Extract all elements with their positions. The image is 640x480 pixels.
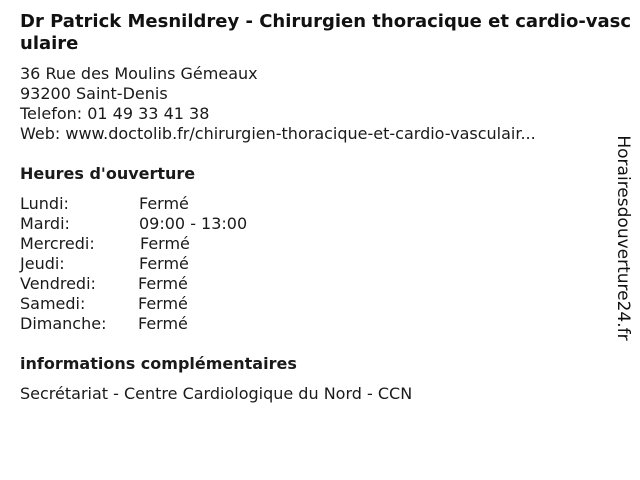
day-label: Samedi: — [20, 294, 86, 313]
day-hours: Fermé — [138, 294, 188, 313]
street-address: 36 Rue des Moulins Gémeaux — [20, 64, 258, 83]
day-hours: Fermé — [139, 254, 189, 273]
day-hours: Fermé — [138, 314, 188, 333]
city-postal: 93200 Saint-Denis — [20, 84, 168, 103]
day-label: Mardi: — [20, 214, 70, 233]
day-hours: 09:00 - 13:00 — [139, 214, 248, 233]
page-title: Dr Patrick Mesnildrey - Chirurgien thoracique et cardio-vasculaire — [20, 11, 632, 54]
website-link[interactable]: Web: www.doctolib.fr/chirurgien-thoracique-et-cardio-vasculair... — [20, 124, 536, 143]
day-label: Mercredi: — [20, 234, 95, 253]
day-label: Vendredi: — [20, 274, 96, 293]
day-hours: Fermé — [139, 194, 189, 213]
day-label: Lundi: — [20, 194, 69, 213]
day-label: Dimanche: — [20, 314, 107, 333]
address-block — [20, 64, 536, 144]
info-text: Secrétariat - Centre Cardiologique du Nord - CCN — [20, 384, 413, 403]
day-hours: Fermé — [140, 234, 190, 253]
site-watermark: Horairesdouverture24.fr — [613, 135, 633, 341]
info-heading: informations complémentaires — [20, 354, 297, 373]
day-hours: Fermé — [138, 274, 188, 293]
day-label: Jeudi: — [20, 254, 65, 273]
hours-heading: Heures d'ouverture — [20, 164, 196, 183]
phone-number: Telefon: 01 49 33 41 38 — [20, 104, 210, 123]
